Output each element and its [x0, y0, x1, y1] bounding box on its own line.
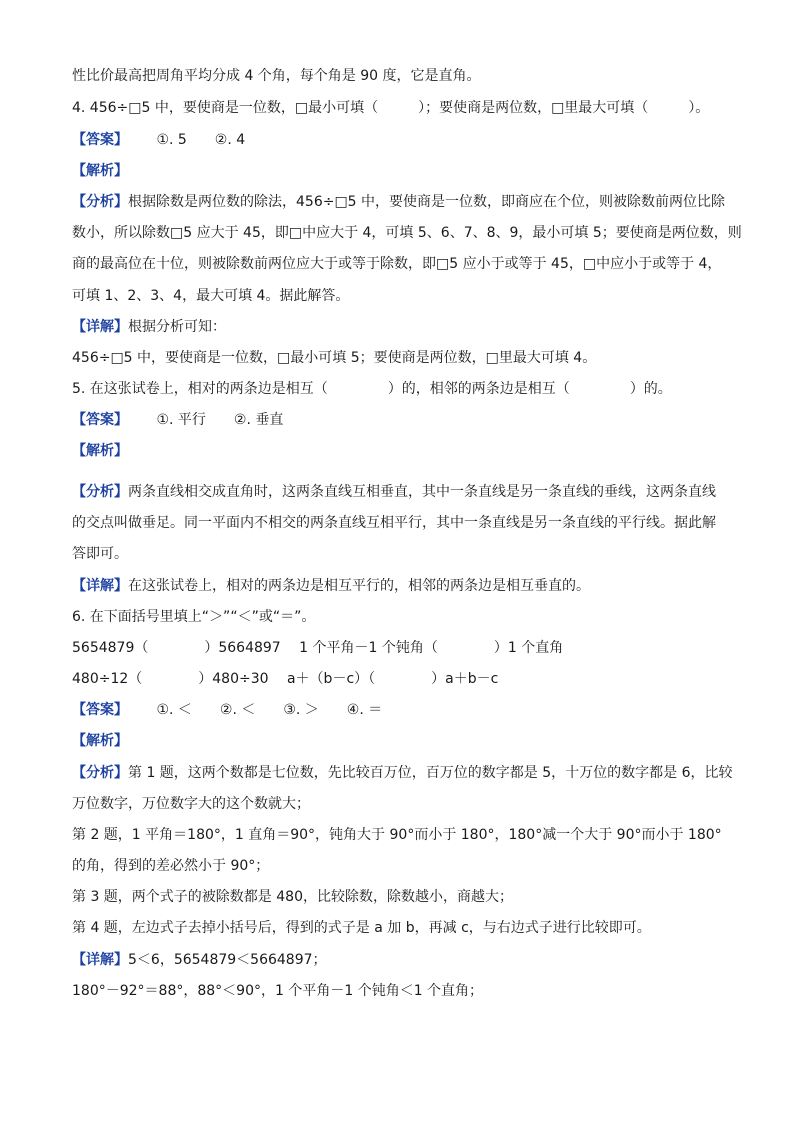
detail-text: 在这张试卷上，相对的两条边是相互平行的，相邻的两条边是相互垂直的。	[128, 578, 590, 594]
fenxi-text: 两条直线相交成直角时，这两条直线互相垂直，其中一条直线是另一条直线的垂线，这两条直线	[128, 484, 716, 500]
q5-text-a: 5. 在这张试卷上，相对的两条边是相互（	[72, 381, 328, 397]
q5-answer	[72, 410, 283, 430]
q6-row-1: 5654879（ ）5664897 1 个平角－1 个钝角（ ）1 个直角	[72, 640, 564, 656]
q5-text-b: ）的，相邻的两条边是相互（	[387, 381, 570, 397]
answer-tag: 【答案】	[72, 702, 128, 718]
q6-answer	[72, 700, 382, 720]
q6-fenxi-line-3: 第 2 题，1 平角＝180°，1 直角＝90°，钝角大于 90°而小于 180°，180°减一个大于 90°而小于 180°	[72, 827, 722, 843]
answer-text: ①. ＜ ②. ＜ ③. ＞ ④. ＝	[156, 702, 383, 718]
q5-text-c: ）的。	[629, 381, 672, 397]
q6-fenxi-line-4: 的角，得到的差必然小于 90°；	[72, 858, 270, 874]
question-5	[72, 379, 672, 399]
q4-text-a: 4. 456÷□5 中，要使商是一位数，□最小可填（	[72, 100, 379, 116]
q4-fenxi-line-4: 可填 1、2、3、4，最大可填 4。据此解答。	[72, 288, 350, 304]
fenxi-text: 根据除数是两位数的除法，456÷□5 中，要使商是一位数，即商应在个位，则被除数前两位比除	[128, 194, 726, 210]
q5-fenxi-line-3: 答即可。	[72, 546, 128, 562]
q6-fenxi-line-1	[72, 763, 733, 783]
answer-tag: 【答案】	[72, 412, 128, 428]
text-line: 性比价最高把周角平均分成 4 个角，每个角是 90 度，它是直角。	[72, 68, 481, 84]
analysis-heading: 【解析】	[72, 733, 128, 749]
fenxi-text: 第 1 题，这两个数都是七位数，先比较百万位，百万位的数字都是 5，十万位的数字都是 6，比较	[128, 765, 733, 781]
detail-tag: 【详解】	[72, 952, 128, 968]
q4-fenxi-line-2: 数小，所以除数□5 应大于 45，即□中应大于 4，可填 5、6、7、8、9，最小可填 5；要使商是两位数，则	[72, 225, 742, 241]
q4-fenxi-line-3: 商的最高位在十位，则被除数前两位应大于或等于除数，即□5 应小于或等于 45，□中应小于或等于 4，	[72, 256, 722, 272]
q6-fenxi-line-5: 第 3 题，两个式子的被除数都是 480，比较除数，除数越小，商越大；	[72, 889, 513, 905]
detail-text: 5＜6，5654879＜5664897；	[128, 952, 327, 968]
fenxi-tag: 【分析】	[72, 484, 128, 500]
detail-text: 根据分析可知：	[128, 319, 226, 335]
answer-text: ①. 5 ②. 4	[156, 132, 246, 148]
q4-fenxi-line-1	[72, 192, 725, 212]
question-4	[72, 98, 709, 118]
q5-fenxi-line-2: 的交点叫做垂足。同一平面内不相交的两条直线互相平行，其中一条直线是另一条直线的平行线。据此解	[72, 515, 716, 531]
question-6: 6. 在下面括号里填上“＞”“＜”或“＝”。	[72, 609, 316, 625]
answer-text: ①. 平行 ②. 垂直	[156, 412, 284, 428]
q6-row-2: 480÷12（ ）480÷30 a＋（b－c）（ ）a＋b－c	[72, 671, 499, 687]
q6-fenxi-line-2: 万位数字，万位数字大的这个数就大；	[72, 796, 310, 812]
fenxi-tag: 【分析】	[72, 194, 128, 210]
answer-tag: 【答案】	[72, 132, 128, 148]
detail-tag: 【详解】	[72, 319, 128, 335]
q4-answer	[72, 130, 245, 150]
detail-tag: 【详解】	[72, 578, 128, 594]
q5-fenxi-line-1	[72, 482, 716, 502]
q5-detail	[72, 576, 590, 596]
q4-text-c: ）。	[688, 100, 710, 116]
q6-detail-line-2: 180°－92°＝88°，88°＜90°，1 个平角－1 个钝角＜1 个直角；	[72, 983, 484, 999]
q4-detail	[72, 317, 226, 337]
q6-detail	[72, 950, 327, 970]
q4-detail-line-2: 456÷□5 中，要使商是一位数，□最小可填 5；要使商是两位数，□里最大可填 4。	[72, 350, 597, 366]
analysis-heading: 【解析】	[72, 443, 128, 459]
analysis-heading: 【解析】	[72, 163, 128, 179]
fenxi-tag: 【分析】	[72, 765, 128, 781]
q4-text-b: ）；要使商是两位数，□里最大可填（	[418, 100, 649, 116]
q6-fenxi-line-6: 第 4 题，左边式子去掉小括号后，得到的式子是 a 加 b，再减 c，与右边式子进行比较即可。	[72, 920, 651, 936]
